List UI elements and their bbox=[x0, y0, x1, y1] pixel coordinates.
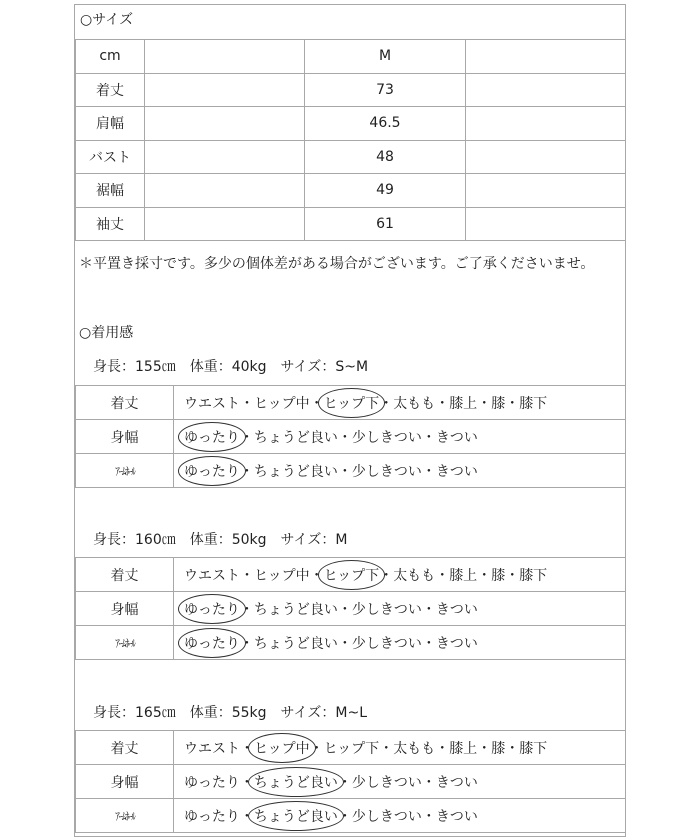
fit-option: 膝 bbox=[491, 740, 506, 757]
empty-cell bbox=[466, 174, 626, 208]
fit-options bbox=[174, 420, 626, 454]
option-separator: ・ bbox=[337, 601, 352, 618]
fit-row-label: 身幅 bbox=[76, 420, 174, 454]
option-separator: ・ bbox=[477, 740, 492, 757]
empty-cell bbox=[145, 107, 305, 141]
fit-option: ちょうど良い bbox=[253, 601, 338, 618]
fit-option: ちょうど良い bbox=[253, 429, 338, 446]
option-separator: ・ bbox=[421, 808, 436, 825]
option-separator: ・ bbox=[505, 567, 520, 584]
unit-label: cm bbox=[76, 40, 145, 74]
measure-value: 73 bbox=[305, 73, 466, 107]
fit-heading: ○着用感 bbox=[79, 325, 134, 341]
empty-cell bbox=[466, 207, 626, 241]
option-separator: ・ bbox=[239, 429, 254, 446]
option-separator: ・ bbox=[239, 808, 254, 825]
fit-option: 膝上 bbox=[449, 740, 478, 757]
fit-options bbox=[174, 454, 626, 488]
fit-row bbox=[76, 799, 626, 833]
fit-row bbox=[76, 731, 626, 765]
size-header-row bbox=[76, 40, 626, 74]
option-separator: ・ bbox=[309, 395, 324, 412]
option-separator: ・ bbox=[337, 635, 352, 652]
option-separator: ・ bbox=[379, 740, 394, 757]
fit-options bbox=[174, 765, 626, 799]
model-profile: 身長：160㎝ 体重：50kg サイズ：M bbox=[93, 532, 348, 548]
option-separator: ・ bbox=[337, 429, 352, 446]
fit-option: 少しきつい bbox=[351, 808, 422, 825]
fit-option: 膝 bbox=[491, 395, 506, 412]
measurement-note: ＊平置き採寸です。多少の個体差がある場合がございます。ご了承くださいませ。 bbox=[79, 256, 595, 272]
fit-option-selected: ゆったり bbox=[184, 599, 240, 619]
fit-table bbox=[75, 385, 626, 488]
fit-option-selected: ヒップ下 bbox=[324, 393, 380, 413]
option-separator: ・ bbox=[240, 740, 254, 757]
option-separator: ・ bbox=[379, 567, 394, 584]
fit-row bbox=[76, 765, 626, 799]
fit-row bbox=[76, 454, 626, 488]
fit-row-label: ｱｰﾑﾎｰﾙ bbox=[85, 454, 163, 488]
empty-cell bbox=[466, 40, 626, 74]
fit-option-selected: ゆったり bbox=[184, 461, 240, 481]
fit-row-label: 身幅 bbox=[76, 592, 174, 626]
empty-cell bbox=[145, 140, 305, 174]
fit-options bbox=[174, 386, 626, 420]
measure-value: 61 bbox=[305, 207, 466, 241]
fit-row bbox=[76, 592, 626, 626]
fit-option: 少しきつい bbox=[351, 463, 422, 480]
empty-cell bbox=[145, 207, 305, 241]
fit-option: ヒップ下 bbox=[323, 740, 380, 757]
measure-label: 袖丈 bbox=[76, 207, 145, 241]
fit-option: 膝下 bbox=[519, 740, 548, 757]
option-separator: ・ bbox=[505, 740, 520, 757]
empty-cell bbox=[145, 40, 305, 74]
option-separator: ・ bbox=[239, 774, 254, 791]
fit-option: 膝 bbox=[491, 567, 506, 584]
option-separator: ・ bbox=[477, 567, 492, 584]
measure-label: 肩幅 bbox=[76, 107, 145, 141]
fit-options bbox=[174, 558, 626, 592]
fit-option-selected: ちょうど良い bbox=[254, 772, 338, 792]
fit-option: 少しきつい bbox=[351, 601, 422, 618]
option-separator: ・ bbox=[239, 463, 254, 480]
fit-option: ゆったり bbox=[184, 774, 240, 791]
empty-cell bbox=[466, 73, 626, 107]
size-row bbox=[76, 107, 626, 141]
fit-row bbox=[76, 420, 626, 454]
option-separator: ・ bbox=[505, 395, 520, 412]
fit-row-label: ｱｰﾑﾎｰﾙ bbox=[85, 626, 163, 660]
fit-option-selected: ゆったり bbox=[184, 427, 240, 447]
model-profile: 身長：155㎝ 体重：40kg サイズ：S~M bbox=[93, 359, 369, 375]
empty-cell bbox=[145, 73, 305, 107]
fit-options bbox=[174, 799, 626, 833]
measure-value: 49 bbox=[305, 174, 466, 208]
size-row bbox=[76, 207, 626, 241]
option-separator: ・ bbox=[421, 601, 436, 618]
fit-table bbox=[75, 730, 626, 833]
option-separator: ・ bbox=[309, 567, 324, 584]
measure-label: バスト bbox=[76, 140, 145, 174]
fit-option: ちょうど良い bbox=[253, 463, 338, 480]
fit-option-selected: ヒップ中 bbox=[254, 738, 310, 758]
fit-option-selected: ちょうど良い bbox=[254, 806, 338, 826]
fit-option: きつい bbox=[435, 429, 478, 446]
option-separator: ・ bbox=[435, 740, 450, 757]
fit-options bbox=[174, 626, 626, 660]
fit-option: ウエスト bbox=[184, 567, 240, 584]
fit-option: ヒップ中 bbox=[254, 395, 310, 412]
size-table bbox=[75, 39, 626, 241]
fit-row bbox=[76, 626, 626, 660]
option-separator: ・ bbox=[240, 567, 254, 584]
option-separator: ・ bbox=[239, 601, 254, 618]
option-separator: ・ bbox=[379, 395, 394, 412]
fit-option: ゆったり bbox=[184, 808, 240, 825]
option-separator: ・ bbox=[435, 567, 450, 584]
fit-option: きつい bbox=[435, 601, 478, 618]
fit-option: きつい bbox=[435, 463, 478, 480]
option-separator: ・ bbox=[337, 463, 352, 480]
measure-label: 裾幅 bbox=[76, 174, 145, 208]
option-separator: ・ bbox=[240, 395, 254, 412]
model-profile: 身長：165㎝ 体重：55kg サイズ：M~L bbox=[93, 705, 368, 721]
fit-option: 膝下 bbox=[519, 395, 548, 412]
size-row bbox=[76, 73, 626, 107]
fit-row bbox=[76, 386, 626, 420]
option-separator: ・ bbox=[421, 635, 436, 652]
fit-options bbox=[174, 731, 626, 765]
fit-row-label: 着丈 bbox=[76, 386, 174, 420]
measure-value: 46.5 bbox=[305, 107, 466, 141]
measure-label: 着丈 bbox=[76, 73, 145, 107]
option-separator: ・ bbox=[309, 740, 324, 757]
empty-cell bbox=[145, 174, 305, 208]
fit-row-label: 着丈 bbox=[76, 731, 174, 765]
option-separator: ・ bbox=[421, 463, 436, 480]
fit-option-selected: ゆったり bbox=[184, 633, 240, 653]
fit-row-label: ｱｰﾑﾎｰﾙ bbox=[85, 799, 163, 833]
fit-option: ヒップ中 bbox=[254, 567, 310, 584]
option-separator: ・ bbox=[421, 774, 436, 791]
option-separator: ・ bbox=[239, 635, 254, 652]
empty-cell bbox=[466, 107, 626, 141]
fit-option: きつい bbox=[435, 774, 478, 791]
option-separator: ・ bbox=[421, 429, 436, 446]
fit-option: 膝下 bbox=[519, 567, 548, 584]
option-separator: ・ bbox=[435, 395, 450, 412]
option-separator: ・ bbox=[477, 395, 492, 412]
fit-option: きつい bbox=[435, 808, 478, 825]
fit-option: 太もも bbox=[393, 567, 436, 584]
fit-option: 少しきつい bbox=[351, 635, 422, 652]
measure-value: 48 bbox=[305, 140, 466, 174]
fit-options bbox=[174, 592, 626, 626]
size-row bbox=[76, 174, 626, 208]
option-separator: ・ bbox=[337, 774, 352, 791]
fit-option: きつい bbox=[435, 635, 478, 652]
fit-option: ウエスト bbox=[184, 395, 240, 412]
size-row bbox=[76, 140, 626, 174]
fit-row-label: 身幅 bbox=[76, 765, 174, 799]
fit-option: 少しきつい bbox=[351, 429, 422, 446]
fit-row-label: 着丈 bbox=[76, 558, 174, 592]
fit-option: ウエスト bbox=[184, 740, 240, 757]
fit-table bbox=[75, 557, 626, 660]
size-column-header: M bbox=[305, 40, 466, 74]
fit-row bbox=[76, 558, 626, 592]
option-separator: ・ bbox=[337, 808, 352, 825]
fit-option: ちょうど良い bbox=[253, 635, 338, 652]
size-heading: ○サイズ bbox=[80, 12, 134, 28]
fit-option: 太もも bbox=[393, 740, 436, 757]
fit-option: 太もも bbox=[393, 395, 436, 412]
fit-option: 少しきつい bbox=[351, 774, 422, 791]
empty-cell bbox=[466, 140, 626, 174]
fit-option: 膝上 bbox=[449, 567, 478, 584]
fit-option: 膝上 bbox=[449, 395, 478, 412]
fit-option-selected: ヒップ下 bbox=[324, 565, 380, 585]
